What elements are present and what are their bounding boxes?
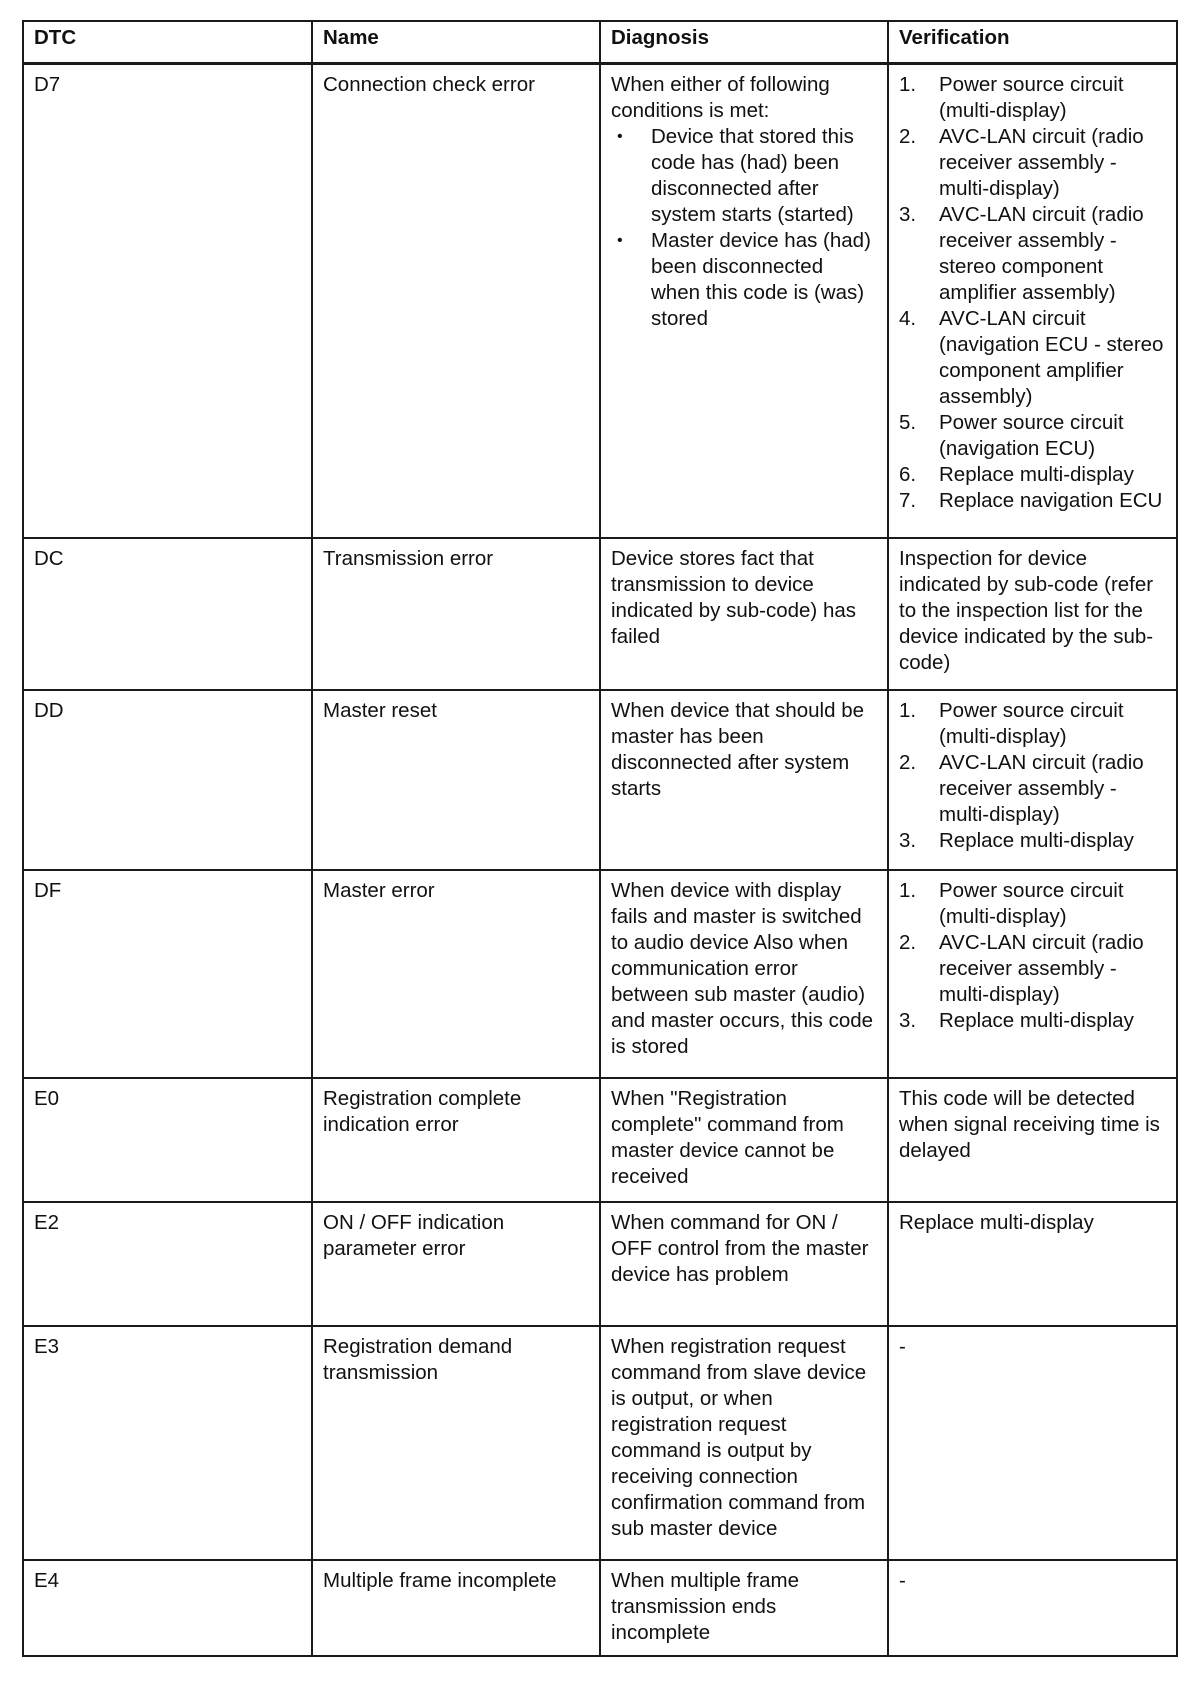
dtc-verification: Inspection for device indicated by sub-code (refer to the inspection list for the device indicated by the sub-code) [888, 538, 1177, 690]
dtc-verification: This code will be detected when signal receiving time is delayed [888, 1078, 1177, 1202]
dtc-verification [888, 690, 1177, 870]
verification-step-list [899, 72, 1166, 514]
dtc-diagnosis: When "Registration complete" command from master device cannot be received [600, 1078, 888, 1202]
dtc-diagnosis: Device stores fact that transmission to device indicated by sub-code) has failed [600, 538, 888, 690]
header-name: Name [312, 21, 600, 64]
dtc-name: Registration complete indication error [312, 1078, 600, 1202]
verification-step-list [899, 698, 1166, 854]
header-verification: Verification [888, 21, 1177, 64]
dtc-code: DF [23, 870, 312, 1078]
dtc-table [22, 20, 1178, 1657]
dtc-diagnosis: When device that should be master has been disconnected after system starts [600, 690, 888, 870]
dtc-name: Transmission error [312, 538, 600, 690]
header-diagnosis: Diagnosis [600, 21, 888, 64]
dtc-verification: - [888, 1326, 1177, 1560]
verification-step-list [899, 878, 1166, 1034]
dtc-verification [888, 870, 1177, 1078]
verification-step: 6. Replace multi-display [899, 463, 1134, 486]
diagnosis-intro: When either of following conditions is met: [611, 73, 830, 122]
dtc-verification [888, 64, 1177, 538]
dtc-code: E4 [23, 1560, 312, 1656]
table-row [23, 1202, 1177, 1326]
dtc-name: Master reset [312, 690, 600, 870]
dtc-verification: - [888, 1560, 1177, 1656]
dtc-code: E2 [23, 1202, 312, 1326]
verification-step: 2. AVC-LAN circuit (radio receiver assembly - multi-display) [899, 750, 1144, 826]
dtc-code: D7 [23, 64, 312, 538]
table-row [23, 870, 1177, 1078]
dtc-verification: Replace multi-display [888, 1202, 1177, 1326]
dtc-name: Registration demand transmission [312, 1326, 600, 1560]
table-row [23, 1560, 1177, 1656]
dtc-name: Multiple frame incomplete [312, 1560, 600, 1656]
dtc-code: DD [23, 690, 312, 870]
table-row [23, 690, 1177, 870]
diagnosis-bullet: • Master device has (had) been disconnected when this code is (was) stored [611, 228, 877, 332]
verification-step: 1. Power source circuit (multi-display) [899, 698, 1124, 748]
dtc-name: ON / OFF indication parameter error [312, 1202, 600, 1326]
table-row [23, 538, 1177, 690]
dtc-code: E0 [23, 1078, 312, 1202]
table-row [23, 1078, 1177, 1202]
verification-step: 7. Replace navigation ECU [899, 489, 1163, 512]
verification-step: 5. Power source circuit (navigation ECU) [899, 411, 1124, 460]
verification-step: 3. AVC-LAN circuit (radio receiver assembly - stereo component amplifier assembly) [899, 203, 1144, 304]
verification-step: 3. Replace multi-display [899, 828, 1134, 852]
header-row [23, 21, 1177, 64]
verification-step: 2. AVC-LAN circuit (radio receiver assembly - multi-display) [899, 125, 1144, 200]
dtc-code: DC [23, 538, 312, 690]
dtc-diagnosis: When registration request command from slave device is output, or when registration request command is output by receiving connection confirmation command from sub master device [600, 1326, 888, 1560]
table-row [23, 1326, 1177, 1560]
table-row [23, 64, 1177, 538]
dtc-diagnosis [600, 64, 888, 538]
verification-step: 4. AVC-LAN circuit (navigation ECU - stereo component amplifier assembly) [899, 307, 1164, 408]
dtc-diagnosis: When command for ON / OFF control from the master device has problem [600, 1202, 888, 1326]
header-dtc: DTC [23, 21, 312, 64]
dtc-code: E3 [23, 1326, 312, 1560]
dtc-name: Connection check error [312, 64, 600, 538]
verification-step: 1. Power source circuit (multi-display) [899, 878, 1124, 928]
diagnosis-bullet: • Device that stored this code has (had) been disconnected after system starts (started) [611, 124, 877, 228]
verification-step: 2. AVC-LAN circuit (radio receiver assembly - multi-display) [899, 930, 1144, 1006]
diagnosis-bullet-list [611, 124, 877, 332]
dtc-diagnosis: When device with display fails and master is switched to audio device Also when communication error between sub master (audio) and master occurs, this code is stored [600, 870, 888, 1078]
dtc-diagnosis: When multiple frame transmission ends incomplete [600, 1560, 888, 1656]
verification-step: 3. Replace multi-display [899, 1008, 1134, 1032]
verification-step: 1. Power source circuit (multi-display) [899, 73, 1124, 122]
dtc-name: Master error [312, 870, 600, 1078]
